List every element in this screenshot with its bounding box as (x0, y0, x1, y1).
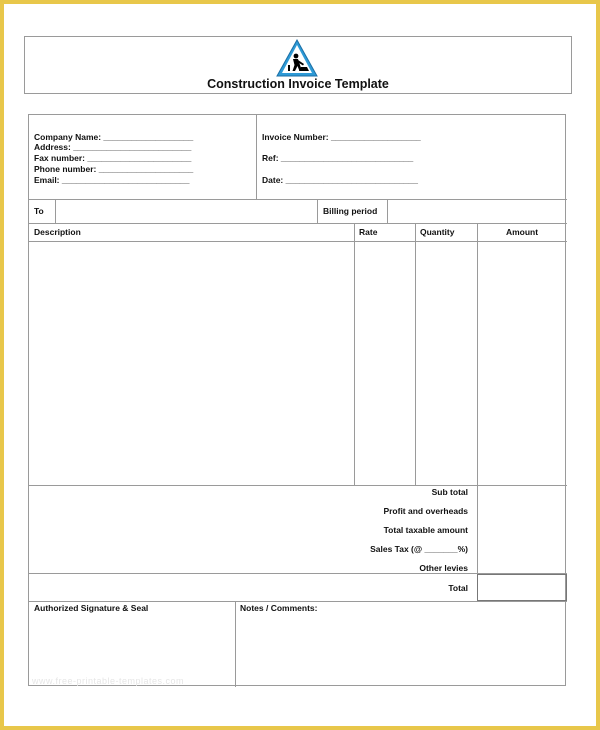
divider-info-col (256, 115, 257, 199)
divider-billing-col (317, 199, 318, 223)
sales-tax-label: Sales Tax (@ _______%) (370, 544, 468, 554)
other-levies-label: Other levies (419, 563, 468, 573)
amount-cell[interactable] (478, 242, 567, 485)
company-name-label: Company Name: ___________________ (34, 132, 194, 142)
invoice-form (28, 114, 566, 686)
email-label: Email: ___________________________ (34, 175, 190, 185)
column-header-description: Description (34, 227, 81, 237)
invoice-number-label: Invoice Number: ___________________ (262, 132, 421, 142)
total-taxable-label: Total taxable amount (383, 525, 468, 535)
address-label: Address: _________________________ (34, 142, 192, 152)
header-box (24, 36, 572, 94)
to-label: To (34, 206, 44, 216)
divider-billing (29, 223, 567, 224)
notes-area[interactable] (236, 615, 566, 686)
page-title: Construction Invoice Template (207, 77, 389, 91)
profit-overheads-label: Profit and overheads (383, 506, 468, 516)
watermark: www.free-printable-templates.com (32, 676, 185, 686)
description-cell[interactable] (30, 242, 354, 485)
total-label: Total (448, 583, 468, 593)
divider-table-body (29, 485, 567, 486)
construction-worker-sign-icon (276, 39, 318, 77)
total-amount-box[interactable] (477, 574, 567, 601)
subtotal-label: Sub total (431, 487, 468, 497)
to-field[interactable] (56, 200, 317, 223)
date-label: Date: ____________________________ (262, 175, 418, 185)
rate-cell[interactable] (355, 242, 415, 485)
column-header-rate: Rate (359, 227, 378, 237)
column-header-quantity: Quantity (420, 227, 455, 237)
billing-period-label: Billing period (323, 206, 378, 216)
divider-total (29, 601, 567, 602)
signature-label: Authorized Signature & Seal (34, 603, 149, 613)
fax-label: Fax number: ______________________ (34, 153, 192, 163)
quantity-cell[interactable] (416, 242, 477, 485)
ref-label: Ref: ____________________________ (262, 153, 414, 163)
billing-period-field[interactable] (388, 200, 567, 223)
column-header-amount: Amount (505, 227, 539, 237)
phone-label: Phone number: ____________________ (34, 164, 194, 174)
notes-label: Notes / Comments: (240, 603, 318, 613)
